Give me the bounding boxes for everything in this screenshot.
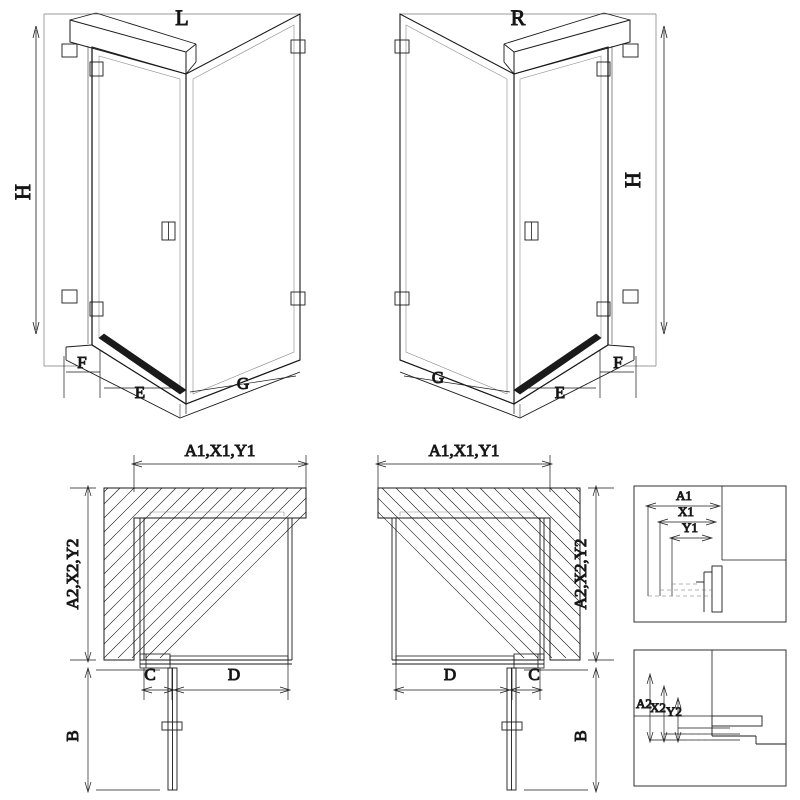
label-plan-top-dim-right: A1,X1,Y1 xyxy=(428,441,500,460)
label-plan-top-dim-left: A1,X1,Y1 xyxy=(184,441,256,460)
label-plan-b-left: B xyxy=(63,730,82,742)
label-detail-y1: Y1 xyxy=(682,520,698,535)
label-height-right: H xyxy=(620,172,645,188)
label-detail-y2: Y2 xyxy=(666,704,682,719)
label-plan-d-right: D xyxy=(443,665,457,684)
label-dim-e-left: E xyxy=(134,383,146,402)
label-detail-a1: A1 xyxy=(676,488,692,503)
label-detail-x1: X1 xyxy=(678,504,694,519)
label-plan-c-left: C xyxy=(144,665,156,684)
view-bottom-right-plan xyxy=(376,441,614,792)
view-bottom-left-plan xyxy=(63,441,308,792)
label-plan-c-right: C xyxy=(528,665,540,684)
view-top-right xyxy=(395,5,667,418)
label-handing-right: R xyxy=(510,5,526,30)
label-plan-side-dim-right: A2,X2,Y2 xyxy=(571,538,590,610)
label-dim-f-right: F xyxy=(613,353,623,372)
wall-hatch-right xyxy=(378,488,580,660)
label-plan-b-right: B xyxy=(571,730,590,742)
label-detail-x2: X2 xyxy=(650,700,666,715)
label-handing-left: L xyxy=(175,5,189,30)
label-plan-side-dim-left: A2,X2,Y2 xyxy=(63,538,82,610)
label-height-left: H xyxy=(10,184,35,200)
label-plan-d-left: D xyxy=(227,665,241,684)
view-top-left xyxy=(10,5,305,418)
wall-hatch-left xyxy=(104,488,306,660)
label-dim-f-left: F xyxy=(77,353,87,372)
detail-upper xyxy=(634,486,786,622)
label-dim-e-right: E xyxy=(554,383,566,402)
label-dim-g-left: G xyxy=(236,374,250,393)
detail-lower xyxy=(634,650,786,786)
label-dim-g-right: G xyxy=(431,368,445,387)
label-detail-a2: A2 xyxy=(636,696,652,711)
